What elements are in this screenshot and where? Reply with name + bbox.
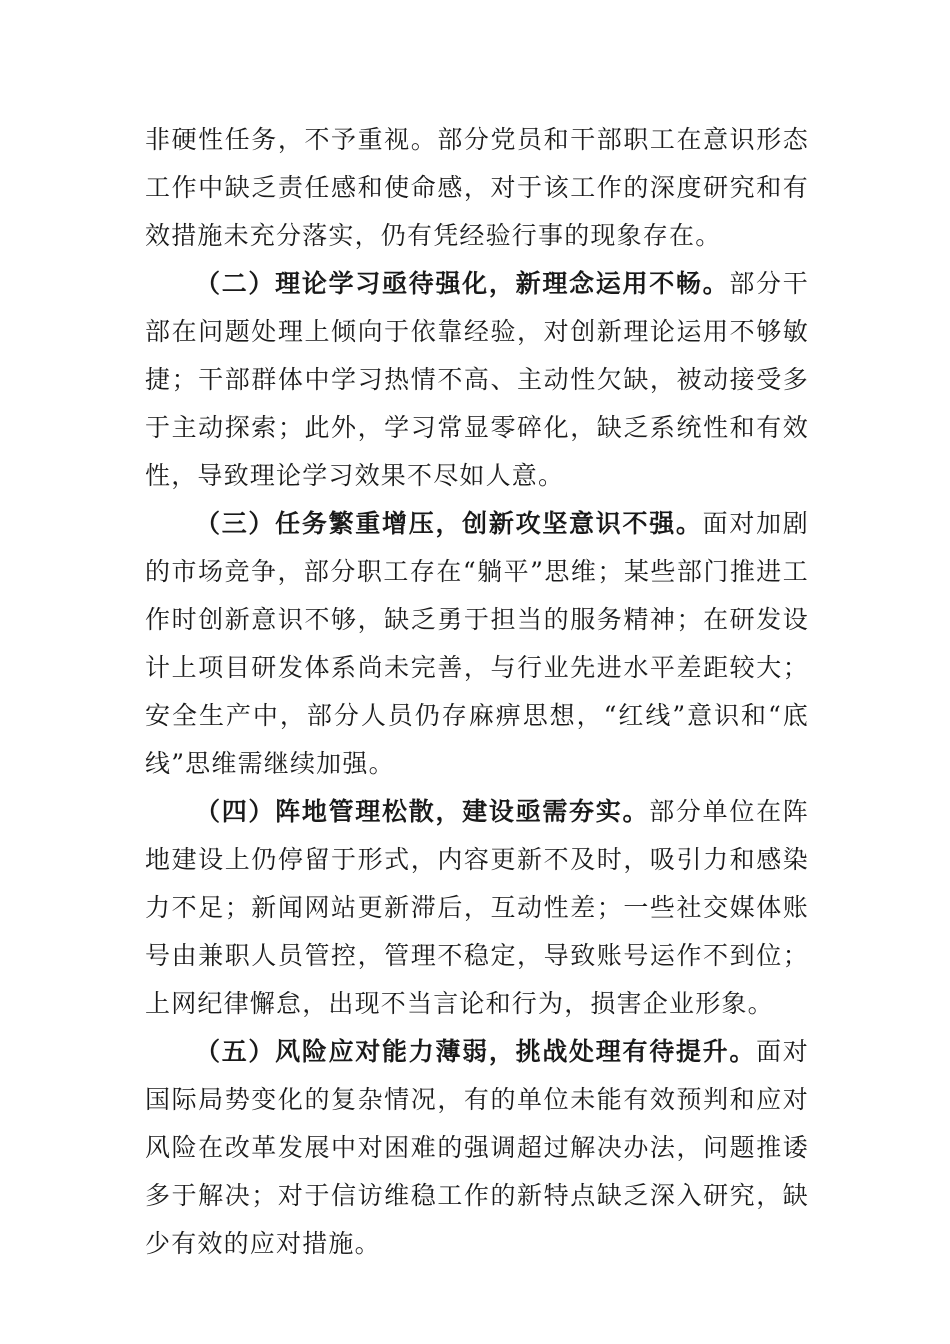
paragraph-heading: （四）阵地管理松散，建设亟需夯实。 [195,797,650,826]
paragraph-heading: （五）风险应对能力薄弱，挑战处理有待提升。 [195,1037,757,1066]
paragraph-item-5 [145,1028,809,1268]
paragraph-text: 面对加剧的市场竞争，部分职工存在“躺平”思维；某些部门推进工作时创新意识不够，缺乏勇于担当的服务精神；在研发设计上项目研发体系尚未完善，与行业先进水平差距较大；安全生产中，部分人员仍存麻痹思想，“红线”意识和“底线”思维需继续加强。 [145,509,809,778]
paragraph-item-3 [145,500,809,788]
document-page [145,116,809,1268]
paragraph-text: 面对国际局势变化的复杂情况，有的单位未能有效预判和应对风险在改革发展中对困难的强调超过解决办法，问题推诿多于解决；对于信访维稳工作的新特点缺乏深入研究，缺少有效的应对措施。 [145,1037,809,1258]
paragraph-text: 部分干部在问题处理上倾向于依靠经验，对创新理论运用不够敏捷；干部群体中学习热情不高、主动性欠缺，被动接受多于主动探索；此外，学习常显零碎化，缺乏系统性和有效性，导致理论学习效果不尽如人意。 [145,269,809,490]
paragraph-heading: （二）理论学习亟待强化，新理念运用不畅。 [195,269,730,298]
paragraph-continuation [145,116,809,260]
paragraph-text: 部分单位在阵地建设上仍停留于形式，内容更新不及时，吸引力和感染力不足；新闻网站更新滞后，互动性差；一些社交媒体账号由兼职人员管控，管理不稳定，导致账号运作不到位；上网纪律懈怠，出现不当言论和行为，损害企业形象。 [145,797,810,1018]
paragraph-item-4 [145,788,809,1028]
paragraph-text: 非硬性任务，不予重视。部分党员和干部职工在意识形态工作中缺乏责任感和使命感，对于该工作的深度研究和有效措施未充分落实，仍有凭经验行事的现象存在。 [145,125,809,250]
paragraph-item-2 [145,260,809,500]
paragraph-heading: （三）任务繁重增压，创新攻坚意识不强。 [195,509,703,538]
